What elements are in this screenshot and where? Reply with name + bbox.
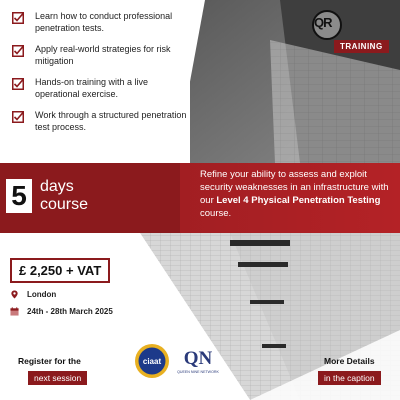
checklist-item bbox=[12, 76, 192, 100]
days-label-line2: course bbox=[40, 196, 89, 213]
logo-letters: QR bbox=[314, 15, 332, 30]
checkbox-tick-icon bbox=[12, 78, 24, 90]
more-details-label: More Details bbox=[324, 356, 375, 366]
checklist-item bbox=[12, 109, 192, 133]
days-number: 5 bbox=[11, 180, 27, 211]
dates-text: 24th - 28th March 2025 bbox=[27, 307, 113, 316]
checklist-item bbox=[12, 43, 192, 67]
description-tail: course. bbox=[200, 208, 232, 219]
price-badge: £ 2,250 + VAT bbox=[10, 258, 110, 283]
in-the-caption-button[interactable]: in the caption bbox=[318, 371, 381, 385]
checkbox-tick-icon bbox=[12, 12, 24, 24]
benefits-checklist bbox=[12, 10, 192, 142]
queen-nine-network-logo bbox=[176, 344, 220, 378]
checklist-item-text: Learn how to conduct professional penetration tests. bbox=[35, 11, 173, 33]
checkbox-tick-icon bbox=[12, 45, 24, 57]
next-session-button[interactable]: next session bbox=[28, 371, 87, 385]
checkbox-tick-icon bbox=[12, 111, 24, 123]
register-label: Register for the bbox=[18, 356, 81, 366]
checklist-item-text: Apply real-world strategies for risk mitigation bbox=[35, 44, 171, 66]
location-row bbox=[10, 290, 56, 299]
checklist-item bbox=[12, 10, 192, 34]
days-label-line1: days bbox=[40, 178, 74, 195]
qr-training-logo bbox=[304, 10, 383, 56]
description-lead: Refine your ability to assess and exploit security weaknesses in an infrastructure with our bbox=[200, 169, 389, 206]
checklist-item-text: Work through a structured penetration test process. bbox=[35, 110, 187, 132]
logo-training-tag: TRAINING bbox=[334, 40, 389, 53]
qn-text: QUEEN NINE NETWORK bbox=[177, 370, 219, 374]
qn-letters: QN bbox=[183, 348, 213, 369]
days-number-box bbox=[6, 179, 32, 213]
calendar-icon bbox=[10, 307, 19, 316]
checklist-item-text: Hands-on training with a live operational exercise. bbox=[35, 77, 149, 99]
days-course-label bbox=[40, 178, 88, 214]
course-description bbox=[200, 168, 396, 220]
description-highlight: Level 4 Physical Penetration Testing bbox=[216, 195, 381, 206]
location-pin-icon bbox=[10, 290, 19, 299]
location-text: London bbox=[27, 290, 57, 299]
ciaat-logo-text: ciaat bbox=[142, 357, 162, 366]
dates-row bbox=[10, 307, 113, 316]
ciaat-logo bbox=[134, 343, 170, 379]
